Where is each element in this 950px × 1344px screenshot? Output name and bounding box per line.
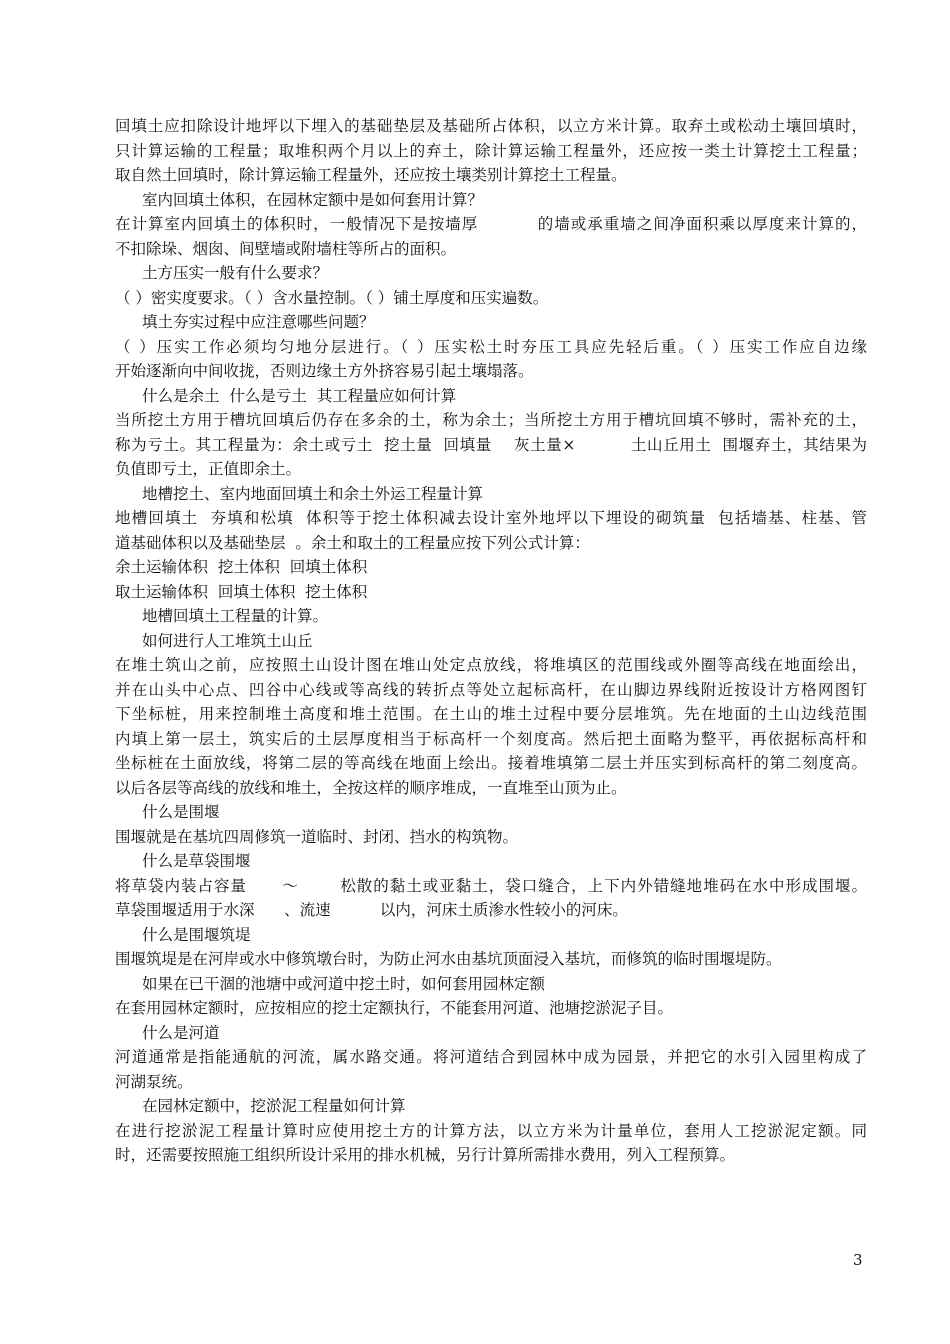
text-line: 坐标桩在土面放线，将第二层的等高线在地面上绘出。接着堆填第二层土并压实到标高杆的第二刻度高。 (115, 754, 867, 772)
question-heading: 地槽回填土工程量的计算。 (142, 607, 329, 625)
question-heading: 什么是余土 什么是亏土 其工程量应如何计算 (142, 386, 457, 405)
text-line: 围堰就是在基坑四周修筑一道临时、封闭、挡水的构筑物。 (115, 827, 519, 846)
text-line: 称为亏土。其工程量为：余土或亏土 挖土量 回填量 灰土量× 土山丘用土 围堰弃土，其结果为 (115, 435, 867, 454)
text-line: 不扣除垛、烟囱、间壁墙或附墙柱等所占的面积。 (115, 239, 457, 258)
text-line: 并在山头中心点、凹谷中心线或等高线的转折点等处立起标高杆，在山脚边界线附近按设计方格网图钉 (115, 680, 867, 699)
question-heading: 填土夯实过程中应注意哪些问题？ (142, 313, 375, 331)
question-heading: 什么是河道 (142, 1023, 220, 1042)
question-heading: 如何进行人工堆筑土山丘 (142, 631, 313, 650)
question-heading: 室内回填土体积，在园林定额中是如何套用计算？ (142, 190, 484, 209)
formula-line: 余土运输体积 挖土体积 回填土体积 (115, 558, 368, 576)
question-heading: 在园林定额中，挖淤泥工程量如何计算 (142, 1097, 406, 1115)
text-line: 下坐标桩，用来控制堆土高度和堆土范围。在土山的堆土过程中要分层堆筑。先在地面的土山边线范围 (115, 705, 867, 723)
text-line: 内填上第一层土，筑实后的土层厚度相当于标高杆一个刻度高。然后把土面略为整平，再依据标高杆和 (115, 729, 867, 748)
text-line: 在计算室内回填土的体积时，一般情况下是按墙厚 的墙或承重墙之间净面积乘以厚度来计算的， (115, 215, 867, 233)
text-line: 将草袋内装占容量 ～ 松散的黏土或亚黏土，袋口缝合，上下内外错缝地堆码在水中形成围堰。 (115, 876, 867, 895)
question-heading: 什么是草袋围堰 (142, 852, 251, 870)
text-line: 当所挖土方用于槽坑回填后仍存在多余的土，称为余土；当所挖土方用于槽坑回填不够时，需补充的土， (115, 411, 867, 429)
page-number: 3 (853, 1251, 863, 1269)
text-line: 草袋围堰适用于水深 、流速 以内，河床土质渗水性较小的河床。 (115, 901, 628, 919)
question-heading: 什么是围堰 (142, 803, 220, 821)
text-line: 取自然土回填时，除计算运输工程量外，还应按土壤类别计算挖土工程量。 (115, 166, 627, 184)
text-line: （ ）密实度要求。（ ）含水量控制。（ ）铺土厚度和压实遍数。 (115, 288, 549, 307)
text-line: 河湖泵统。 (115, 1072, 193, 1091)
text-line: 地槽回填土 夯填和松填 体积等于挖土体积减去设计室外地坪以下埋设的砌筑量 包括墙基、柱基、管 (115, 509, 867, 527)
question-heading: 如果在已干涸的池塘中或河道中挖土时，如何套用园林定额 (142, 974, 546, 993)
text-line: 围堰筑堤是在河岸或水中修筑墩台时，为防止河水由基坑顶面浸入基坑，而修筑的临时围堰堤防。 (115, 950, 782, 968)
text-line: 在堆土筑山之前，应按照土山设计图在堆山处定点放线，将堆填区的范围线或外圈等高线在地面绘出， (115, 656, 867, 674)
text-line: 回填土应扣除设计地坪以下埋入的基础垫层及基础所占体积，以立方米计算。取弃土或松动土壤回填时， (115, 117, 867, 135)
text-line: 道基础体积以及基础垫层 。余土和取土的工程量应按下列公式计算： (115, 533, 590, 552)
formula-line: 取土运输体积 回填土体积 挖土体积 (115, 582, 368, 601)
text-line: 时，还需要按照施工组织所设计采用的排水机械，另行计算所需排水费用，列入工程预算。 (115, 1146, 736, 1164)
question-heading: 地槽挖土、室内地面回填土和余土外运工程量计算 (142, 484, 484, 503)
text-line: 开始逐渐向中间收拢，否则边缘土方外挤容易引起土壤塌落。 (115, 362, 534, 380)
text-line: （ ）压实工作必须均匀地分层进行。（ ）压实松土时夯压工具应先轻后重。（ ）压实工作应自边缘 (115, 337, 867, 356)
text-line: 负值即亏土，正值即余土。 (115, 460, 302, 478)
text-line: 以后各层等高线的放线和堆土，全按这样的顺序堆成，一直堆至山顶为止。 (115, 778, 627, 797)
text-line: 在进行挖淤泥工程量计算时应使用挖土方的计算方法，以立方米为计量单位，套用人工挖淤泥定额。同 (115, 1121, 867, 1140)
body-text (115, 114, 867, 1168)
text-line: 只计算运输的工程量；取堆积两个月以上的弃土，除计算运输工程量外，还应按一类土计算挖土工程量； (115, 141, 867, 160)
question-heading: 土方压实一般有什么要求？ (142, 264, 329, 282)
text-line: 河道通常是指能通航的河流，属水路交通。将河道结合到园林中成为园景，并把它的水引入园里构成了 (115, 1048, 867, 1066)
text-line: 在套用园林定额时，应按相应的挖土定额执行，不能套用河道、池塘挖淤泥子目。 (115, 999, 674, 1017)
question-heading: 什么是围堰筑堤 (142, 925, 251, 944)
